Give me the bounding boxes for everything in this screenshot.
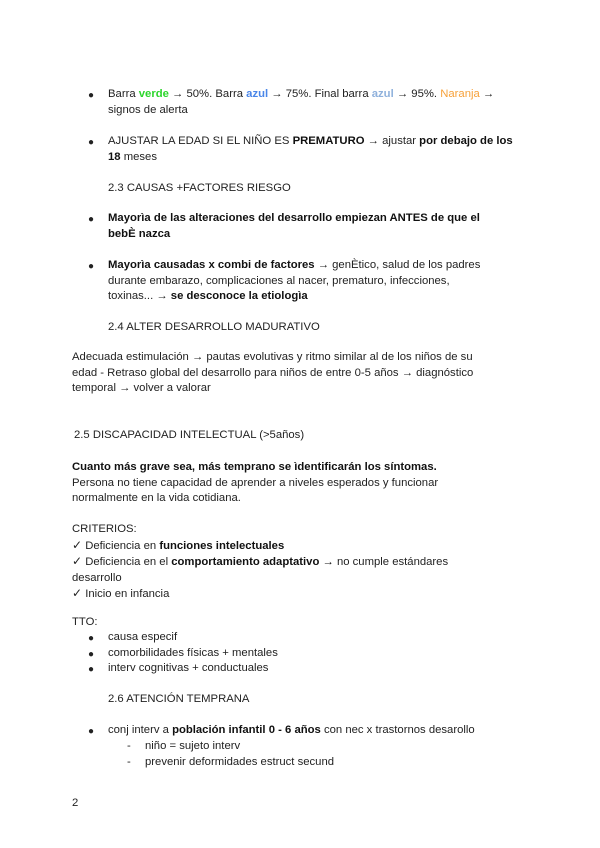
text: durante embarazo, complicaciones al nacer, prematuro, infecciones, <box>108 274 450 287</box>
text: meses <box>120 150 157 163</box>
tto-item: comorbilidades físicas + mentales <box>108 647 278 659</box>
text: toxinas... → <box>108 290 171 302</box>
bullet-causas <box>108 258 533 305</box>
bullet-dot: ● <box>88 137 95 148</box>
bullet-atencion <box>108 723 533 739</box>
text: Deficiencia en el <box>82 556 172 568</box>
bold-text: funciones intelectuales <box>159 539 285 552</box>
sub-item: prevenir deformidades estruct secund <box>145 756 335 768</box>
text: → <box>479 88 495 100</box>
paragraph-discapacidad <box>72 460 532 507</box>
bold-text: por debajo de los <box>419 135 513 147</box>
text: → ajustar <box>364 135 420 147</box>
text: Inicio en infancia <box>82 588 170 600</box>
criterios-block <box>72 522 532 603</box>
text: Barra <box>108 88 139 100</box>
bullet-progress-bars <box>108 87 533 118</box>
text: signos de alerta <box>108 103 188 116</box>
bullet-dot: ● <box>88 664 95 675</box>
text: temporal → volver a valorar <box>72 382 211 394</box>
dash-marker: - <box>127 756 131 768</box>
bullet-dot: ● <box>88 261 95 272</box>
section-heading-2-3: 2.3 CAUSAS +FACTORES RIESGO <box>108 182 291 194</box>
word-azul-light: azul <box>371 88 394 100</box>
text: desarrollo <box>72 571 122 584</box>
text: normalmente en la vida cotidiana. <box>72 492 241 504</box>
word-verde: verde <box>138 88 169 100</box>
text: no cumple estándares <box>333 556 449 568</box>
tto-item: interv cognitivas + conductuales <box>108 662 269 674</box>
check-icon: ✓ <box>72 554 83 568</box>
text: con nec x trastornos desarollo <box>320 724 475 736</box>
text: AJUSTAR LA EDAD SI EL NIÑO ES <box>108 135 293 147</box>
page-number: 2 <box>72 797 79 809</box>
dash-marker: - <box>127 740 131 752</box>
text: → 75%. Final barra <box>268 88 372 100</box>
bold-text: comportamiento adaptativo → <box>171 556 334 568</box>
bold-text: PREMATURO <box>292 135 365 147</box>
sub-item: niño = sujeto interv <box>145 740 241 752</box>
section-heading-2-6: 2.6 ATENCIÓN TEMPRANA <box>108 693 250 705</box>
bullet-dot: ● <box>88 90 95 101</box>
bullet-dot: ● <box>88 214 95 225</box>
bold-text: Mayorìa causadas x combi de factores <box>108 259 315 271</box>
text: → 50%. Barra <box>168 88 247 100</box>
bullet-dot: ● <box>88 726 95 737</box>
text: Adecuada estimulación → pautas evolutivas y ritmo similar al de los niños de su <box>72 351 473 363</box>
text: → 95%. <box>393 88 441 100</box>
bullet-dot: ● <box>88 649 95 660</box>
bold-text: Cuanto más grave sea, más temprano se ìdentificarán los síntomas. <box>72 461 437 473</box>
text: Deficiencia en <box>82 539 160 552</box>
bold-text: bebÈ nazca <box>108 227 171 240</box>
paragraph-estimulacion <box>72 350 532 397</box>
section-heading-2-5: 2.5 DISCAPACIDAD INTELECTUAL (>5años) <box>74 429 305 441</box>
check-icon: ✓ <box>72 537 83 552</box>
section-heading-2-4: 2.4 ALTER DESARROLLO MADURATIVO <box>108 321 320 333</box>
text: Persona no tiene capacidad de aprender a niveles esperados y funcionar <box>72 476 439 489</box>
word-azul: azul <box>246 88 269 100</box>
bullet-prematuro <box>108 134 533 165</box>
bold-text: 18 <box>108 150 121 163</box>
tto-title: TTO: <box>72 616 98 628</box>
word-naranja: Naranja <box>440 88 480 100</box>
tto-item: causa especif <box>108 631 178 643</box>
bold-text: se desconoce la etiologìa <box>170 290 308 302</box>
text: → genÈtico, salud de los padres <box>314 259 481 271</box>
bullet-alteraciones <box>108 211 533 242</box>
bold-text: población infantil 0 - 6 años <box>172 724 321 736</box>
text: edad - Retraso global del desarrollo para niños de entre 0-5 años → diagnóstico <box>72 366 474 379</box>
text: conj interv a <box>108 724 173 736</box>
criterios-title: CRITERIOS: <box>72 523 137 535</box>
bullet-dot: ● <box>88 633 95 644</box>
bold-text: Mayorìa de las alteraciones del desarrollo empiezan ANTES de que el <box>108 212 480 224</box>
check-icon: ✓ <box>72 586 83 600</box>
